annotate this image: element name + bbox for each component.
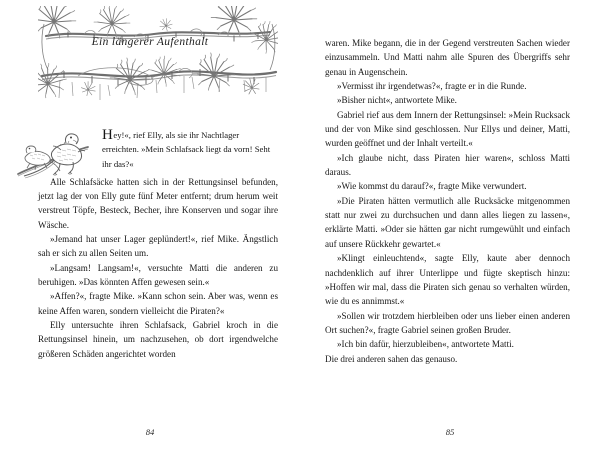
- gecko-front: [24, 134, 85, 178]
- paragraph: »Affen?«, fragte Mike. »Kann schon sein. Aber was, wenn es keine Affen waren, sondern vielleicht die Piraten?«: [38, 291, 278, 316]
- paragraph: »Vermisst ihr irgendetwas?«, fragte er in die Runde.: [337, 81, 527, 92]
- paragraph: »Klingt einleuchtend«, sagte Elly, kaute aber dennoch nachdenklich auf ihrer Unterlippe und fügte skeptisch hinzu: »Hoffen wir mal, dass die Piraten sich genau so verhalten würden, wie du es annimmst.«: [325, 253, 570, 307]
- paragraph: »Die Piraten hätten vermutlich alle Rucksäcke mitgenommen statt nur zwei zu durchsuchen und dann alles liegen zu lassen«, erklärte Matti. »Oder sie hätten gar nicht rumgewühlt und einfach auf unsere Rückkehr gewartet.«: [325, 195, 570, 249]
- paragraph: »Langsam! Langsam!«, versuchte Matti die anderen zu beruhigen. »Das könnten Affen gewesen sein.«: [38, 262, 278, 287]
- paragraph: Die drei anderen sahen das genauso.: [325, 353, 458, 364]
- paragraph: »Wie kommst du darauf?«, fragte Mike verwundert.: [337, 181, 527, 192]
- page-number-left: 84: [145, 427, 155, 437]
- paragraph: »Sollen wir trotzdem hierbleiben oder uns lieber einen anderen Ort suchen?«, fragte Gabriel seinen großen Bruder.: [325, 310, 570, 335]
- right-page-body: [325, 36, 570, 366]
- right-page: [300, 0, 600, 459]
- paragraph: Alle Schlafsäcke hatten sich in der Rettungsinsel befunden, jetzt lag der von Elly gute fünf Meter entfernt; drum herum weit verstreut Töpfe, Besteck, Becher, ihre Konserven und sogar ihre Wäsche.: [38, 176, 278, 230]
- gecko-illustration: [16, 122, 94, 180]
- paragraph: Gabriel rief aus dem Innern der Rettungsinsel: »Mein Rucksack und der von Mike sind geschlossen. Nur Ellys und deiner, Matti, wurden geöffnet und der Inhalt verteilt.«: [325, 109, 570, 149]
- paragraph: Elly untersuchte ihren Schlafsack, Gabriel kroch in die Rettungsinsel hinein, um nachzusehen, ob dort irgendwelche größeren Schäden angerichtet worden: [38, 319, 278, 359]
- left-page-body: [38, 175, 278, 361]
- opening-rest: ey!«, rief Elly, als sie ihr Nachtlager erreichten. »Mein Schlafsack liegt da vorn! Seht ihr das?«: [102, 130, 271, 169]
- paragraph: »Bisher nicht«, antwortete Mike.: [337, 95, 457, 106]
- page-number-right: 85: [445, 427, 455, 437]
- paragraph: »Ich glaube nicht, dass Piraten hier waren«, schloss Matti daraus.: [325, 152, 570, 178]
- paragraph: »Jemand hat unser Lager geplündert!«, rief Mike. Ängstlich sah er sich zu allen Seiten um.: [38, 233, 278, 259]
- gecko-rear: [25, 146, 60, 171]
- paragraph: waren. Mike begann, die in der Gegend verstreuten Sachen wieder einzusammeln. Und Matti nahm alle Spuren des Übergriffs sehr genau in Augenschein.: [325, 38, 570, 77]
- opening-paragraph-block: [38, 128, 278, 174]
- chapter-header-illustration: [38, 6, 278, 118]
- drop-cap: H: [102, 127, 113, 143]
- leaf-clusters-upper: [38, 6, 278, 58]
- chapter-title: Ein längerer Aufenthalt: [91, 36, 209, 48]
- paragraph: »Ich bin dafür, hierzubleiben«, antwortete Matti.: [337, 339, 514, 350]
- opening-text: [102, 128, 278, 171]
